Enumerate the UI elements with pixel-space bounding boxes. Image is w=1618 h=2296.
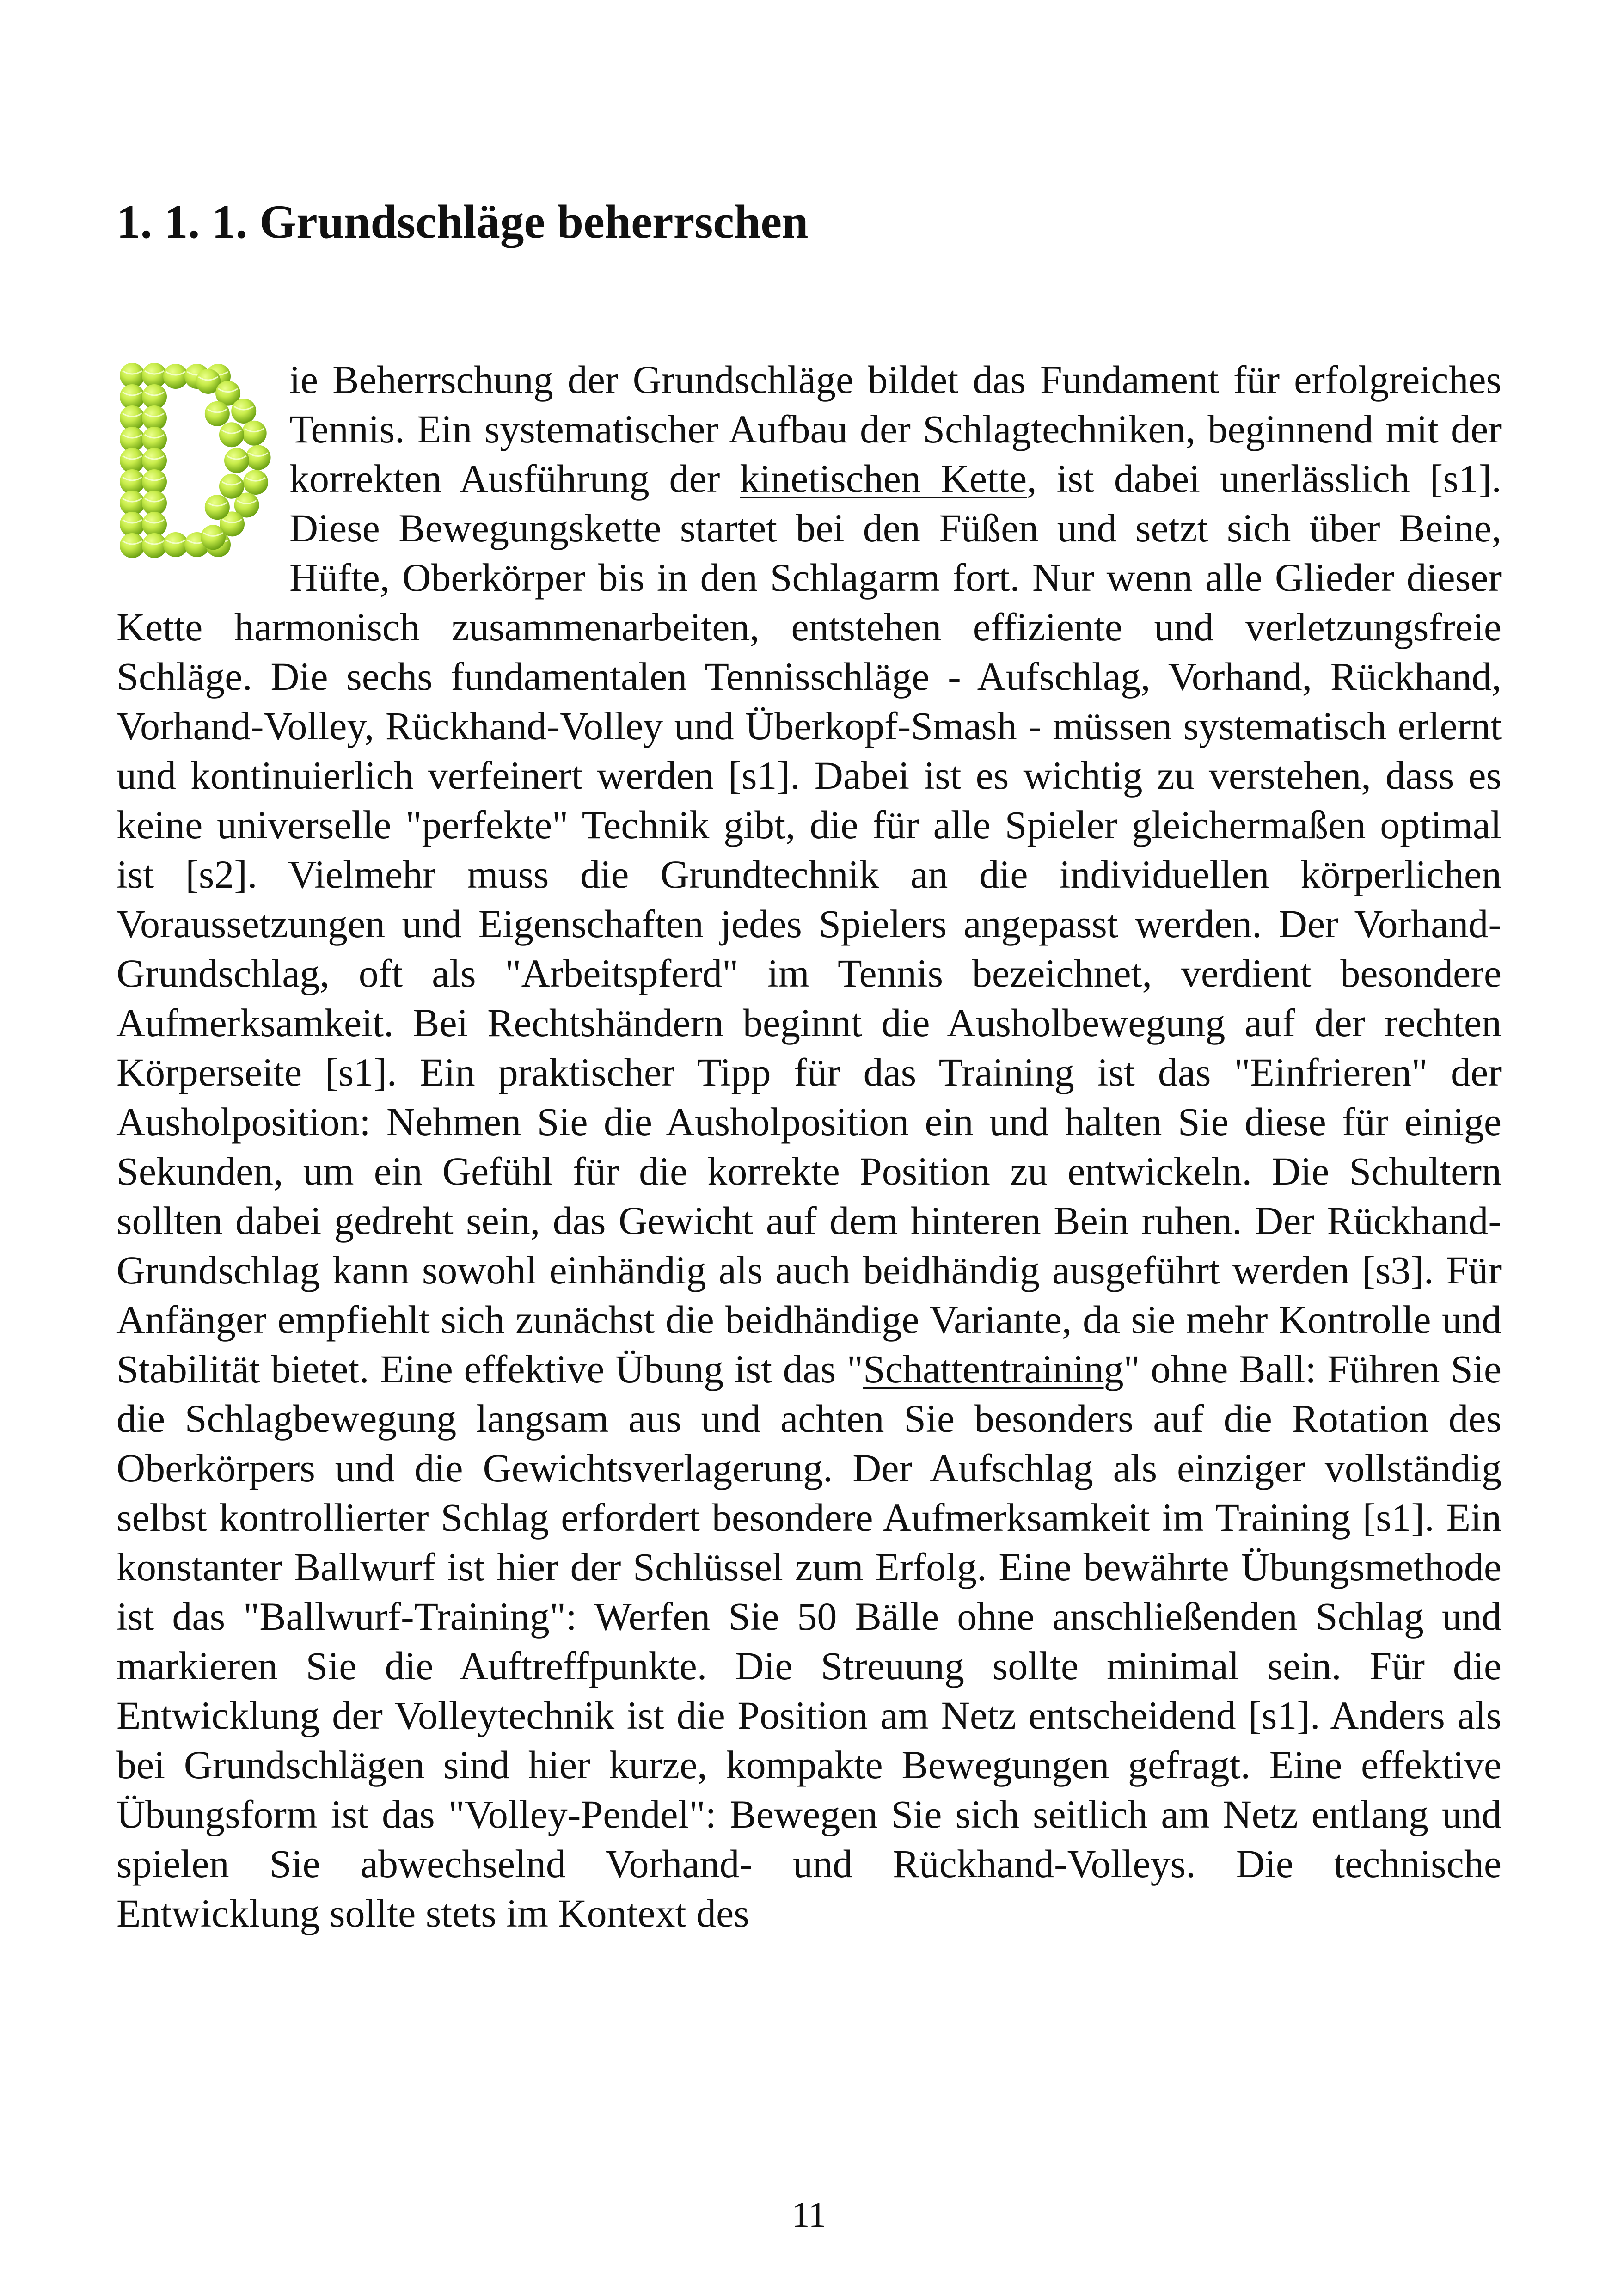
tennis-ball-icon	[142, 491, 167, 516]
tennis-ball-icon	[163, 532, 188, 557]
paragraph-text-part-2: , ist dabei unerlässlich [s1]. Diese Bewegungskette startet bei den Füßen und setzt sich über Beine, Hüfte, Oberkörper bis in den Schlagarm fort. Nur wenn alle Glieder dieser Kette harmonisch zusammenarbeiten, entstehen effiziente und verletzungsfreie Schläge. Die sechs fundamentalen Tennisschläge - Aufschlag, Vorhand, Rückhand, Vorhand-Volley, Rückhand-Volley und Überkopf-Smash - müssen systematisch erlernt und kontinuierlich verfeinert werden [s1]. Dabei ist es wichtig zu verstehen, dass es keine universelle "perfekte" Technik gibt, die für alle Spieler gleichermaßen optimal ist [s2]. Vielmehr muss die Grundtechnik an die individuellen körperlichen Voraussetzungen und Eigenschaften jedes Spielers angepasst werden. Der Vorhand-Grundschlag, oft als "Arbeitspferd" im Tennis bezeichnet, verdient besondere Aufmerksamkeit. Bei Rechtshändern beginnt die Ausholbewegung auf der rechten Körperseite [s1]. Ein praktischer Tipp für das Training ist das "Einfrieren" der Ausholposition: Nehmen Sie die Ausholposition ein und halten Sie diese für einige Sekunden, um ein Gefühl für die korrekte Position zu entwickeln. Die Schultern sollten dabei gedreht sein, das Gewicht auf dem hinteren Bein ruhen. Der Rückhand-Grundschlag kann sowohl einhändig als auch beidhändig ausgeführt werden [s3]. Für Anfänger empfiehlt sich zunächst die beidhändige Variante, da sie mehr Kontrolle und Stabilität bietet. Eine effektive Übung ist das "	[116, 456, 1502, 1391]
tennis-ball-icon	[219, 422, 244, 447]
tennis-ball-icon	[219, 474, 244, 499]
tennis-ball-icon	[163, 364, 188, 389]
tennis-ball-icon	[242, 421, 267, 446]
page-number: 11	[791, 2194, 827, 2235]
paragraph-text-part-1: ie Beherrschung der Grundschläge bildet das Fundament für erfolgreiches Tennis. Ein systematischer Aufbau der Schlagtechniken, beginnend mit der korrekten Ausführung der	[289, 357, 1502, 501]
tennis-ball-letter-d-icon	[116, 361, 279, 559]
link-kinetische-kette[interactable]: kinetischen Kette	[740, 456, 1027, 501]
tennis-ball-icon	[120, 469, 145, 494]
tennis-ball-icon	[120, 363, 145, 388]
tennis-ball-icon	[224, 448, 249, 473]
tennis-ball-icon	[243, 470, 268, 495]
tennis-ball-icon	[142, 405, 167, 430]
section-heading: 1. 1. 1. Grundschläge beherrschen	[116, 196, 809, 248]
tennis-ball-icon	[142, 469, 167, 494]
tennis-ball-icon	[231, 399, 256, 424]
tennis-ball-icon	[120, 384, 145, 409]
tennis-ball-icon	[142, 512, 167, 537]
tennis-ball-icon	[120, 405, 145, 430]
tennis-ball-icon	[120, 448, 145, 473]
tennis-ball-icon	[120, 533, 145, 558]
tennis-ball-icon	[246, 445, 271, 470]
dropcap-tennis-ball-letter	[116, 361, 279, 559]
tennis-ball-icon	[120, 491, 145, 516]
tennis-ball-icon	[142, 427, 167, 452]
tennis-ball-icon	[142, 448, 167, 473]
tennis-ball-icon	[142, 384, 167, 409]
tennis-ball-icon	[201, 525, 226, 550]
tennis-ball-icon	[120, 512, 145, 537]
tennis-ball-icon	[205, 401, 230, 426]
tennis-ball-icon	[205, 495, 230, 520]
tennis-ball-icon	[142, 533, 167, 558]
tennis-ball-icon	[120, 427, 145, 452]
paragraph-text-part-3: " ohne Ball: Führen Sie die Schlagbewegung langsam aus und achten Sie besonders auf die Rotation des Oberkörpers und die Gewichtsverlagerung. Der Aufschlag als einziger vollständig selbst kontrollierter Schlag erfordert besondere Aufmerksamkeit im Training [s1]. Ein konstanter Ballwurf ist hier der Schlüssel zum Erfolg. Eine bewährte Übungsmethode ist das "Ballwurf-Training": Werfen Sie 50 Bälle ohne anschließenden Schlag und markieren Sie die Auftreffpunkte. Die Streuung sollte minimal sein. Für die Entwicklung der Volleytechnik ist die Position am Netz entscheidend [s1]. Anders als bei Grundschlägen sind hier kurze, kompakte Bewegungen gefragt. Eine effektive Übungsform ist das "Volley-Pendel": Bewegen Sie sich seitlich am Netz entlang und spielen Sie abwechselnd Vorhand- und Rückhand-Volleys. Die technische Entwicklung sollte stets im Kontext des	[116, 1347, 1502, 1935]
link-schattentraining[interactable]: Schattentraining	[863, 1347, 1124, 1391]
body-paragraph	[116, 355, 1502, 1938]
tennis-ball-icon	[142, 363, 167, 388]
